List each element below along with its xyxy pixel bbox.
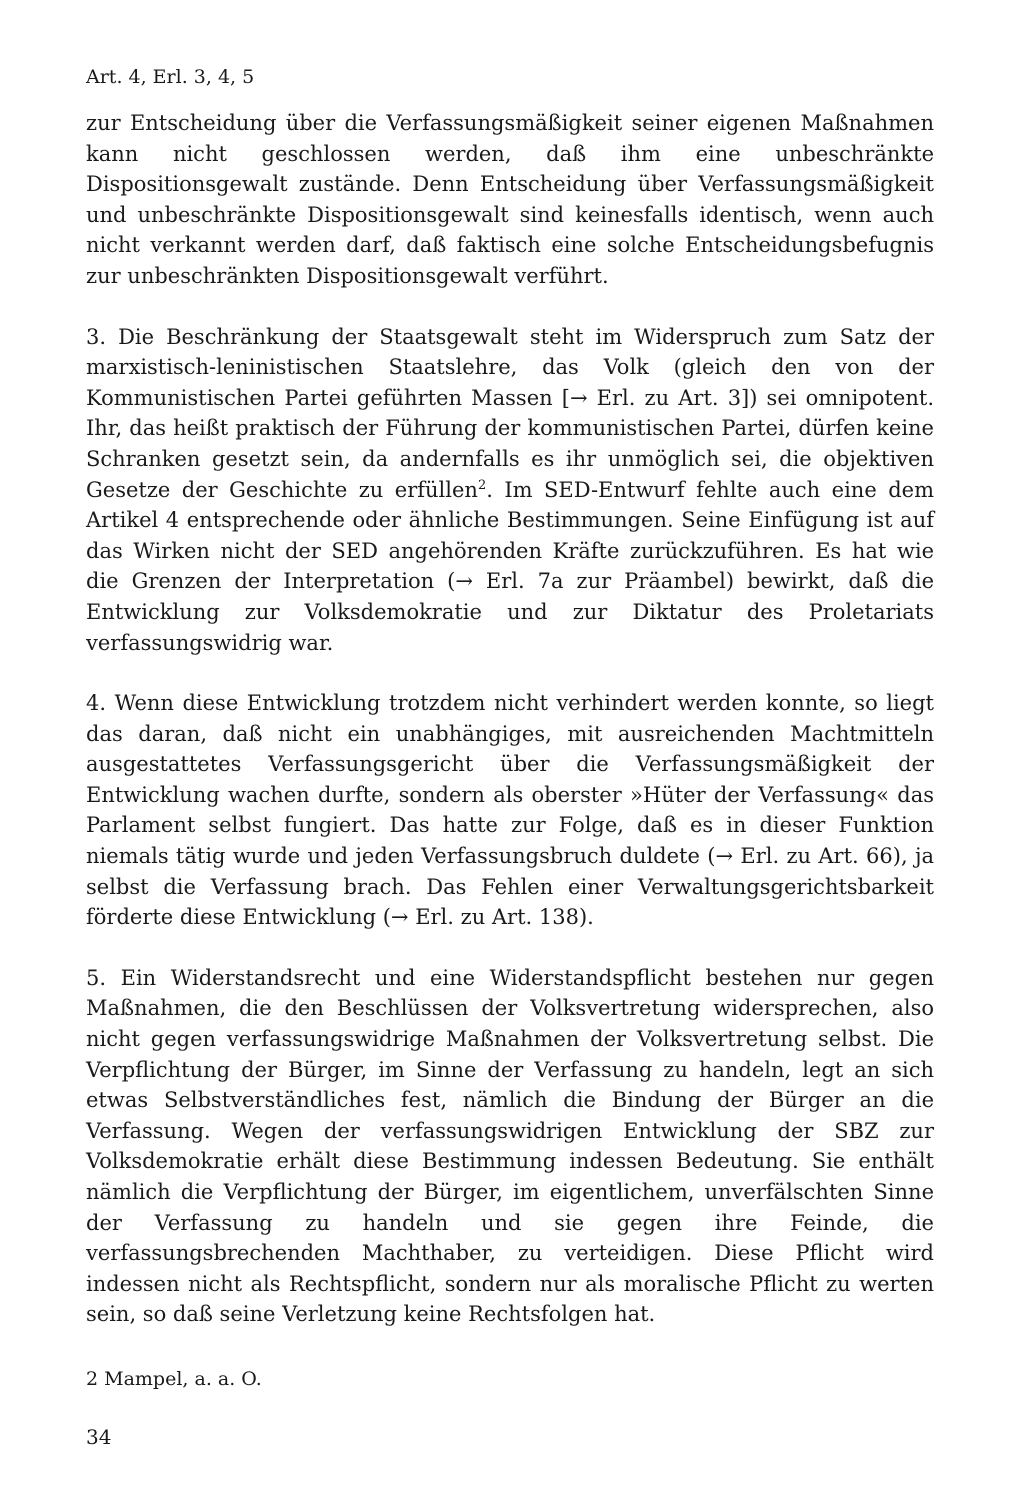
paragraph-continuation: zur Entscheidung über die Verfassungsmäßigkeit seiner eigenen Maßnahmen kann nicht geschlossen werden, daß ihm eine unbeschränkte Dispositionsgewalt zustände. Denn Entscheidung über Verfassungsmäßigkeit und unbeschränkte Dispositionsgewalt sind keinesfalls identisch, wenn auch nicht verkannt werden darf, daß faktisch eine solche Entscheidungsbefugnis zur unbeschränkten Dispositionsgewalt verführt. [86, 111, 934, 288]
running-head: Art. 4, Erl. 3, 4, 5 [86, 66, 255, 88]
page-number: 34 [86, 1424, 112, 1449]
book-page [86, 62, 934, 1452]
paragraph-3-continuation: . Im SED-Entwurf fehlte auch eine dem Artikel 4 entsprechende oder ähnliche Bestimmungen. Seine Einfügung ist auf das Wirken nicht der SED angehörenden Kräfte zurückzuführen. Es hat wie die Grenzen der Interpretation (→ Erl. 7a zur Präambel) bewirkt, daß die Entwicklung zur Volksdemokratie und zur Diktatur des Proletariats verfassungswidrig war. [86, 477, 934, 655]
footnote: 2 Mampel, a. a. O. [86, 1367, 262, 1390]
paragraph-3 [86, 322, 934, 659]
paragraph-4: 4. Wenn diese Entwicklung trotzdem nicht verhindert werden konnte, so liegt das daran, daß nicht ein unabhängiges, mit ausreichenden Machtmitteln ausgestattetes Verfassungsgericht über die Verfassungsmäßigkeit der Entwicklung wachen durfte, sondern als oberster »Hüter der Verfassung« das Parlament selbst fungiert. Das hatte zur Folge, daß es in dieser Funktion niemals tätig wurde und jeden Verfassungsbruch duldete (→ Erl. zu Art. 66), ja selbst die Verfassung brach. Das Fehlen einer Verwaltungsgerichtsbarkeit förderte diese Entwicklung (→ Erl. zu Art. 138). [86, 691, 934, 930]
paragraph-5: 5. Ein Widerstandsrecht und eine Widerstandspflicht bestehen nur gegen Maßnahmen, die den Beschlüssen der Volksvertretung widersprechen, also nicht gegen verfassungswidrige Maßnahmen der Volksvertretung selbst. Die Verpflichtung der Bürger, im Sinne der Verfassung zu handeln, legt an sich etwas Selbstverständliches fest, nämlich die Bindung der Bürger an die Verfassung. Wegen der verfassungswidrigen Entwicklung der SBZ zur Volksdemokratie erhält diese Bestimmung indessen Bedeutung. Sie enthält nämlich die Verpflichtung der Bürger, im eigentlichem, unverfälschten Sinne der Verfassung zu handeln und sie gegen ihre Feinde, die verfassungsbrechenden Machthaber, zu verteidigen. Diese Pflicht wird indessen nicht als Rechtspflicht, sondern nur als moralische Pflicht zu werten sein, so daß seine Verletzung keine Rechtsfolgen hat. [86, 965, 934, 1327]
paragraph-3-text: 3. Die Beschränkung der Staatsgewalt steht im Widerspruch zum Satz der marxistisch-leninistischen Staatslehre, das Volk (gleich den von der Kommunistischen Partei geführten Massen [→ Erl. zu Art. 3]) sei omnipotent. Ihr, das heißt praktisch der Führung der kommunistischen Partei, dürfen keine Schranken gesetzt sein, da andernfalls es ihr unmöglich sei, die objektiven Gesetze der Geschichte zu erfüllen [86, 324, 934, 502]
footnote-reference: 2 [477, 477, 487, 493]
